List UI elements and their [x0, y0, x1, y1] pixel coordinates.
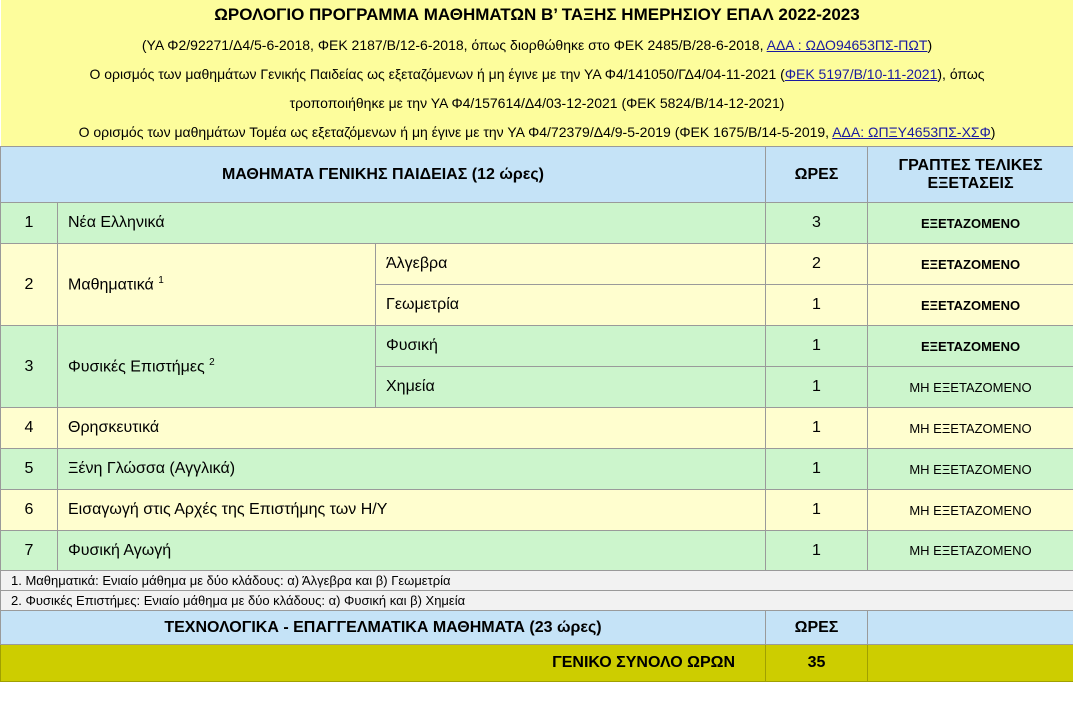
page-title: ΩΡΟΛΟΓΙΟ ΠΡΟΓΡΑΜΜΑ ΜΑΘΗΜΑΤΩΝ Β’ ΤΑΞΗΣ ΗΜΕΡΗΣΙΟΥ ΕΠΑΛ 2022-2023 — [1, 0, 1073, 30]
exam-status: ΜΗ ΕΞΕΤΑΖΟΜΕΝΟ — [868, 449, 1073, 490]
general-heading: ΜΑΘΗΜΑΤΑ ΓΕΝΙΚΗΣ ΠΑΙΔΕΙΑΣ (12 ώρες) — [1, 147, 766, 203]
table-row — [1, 326, 1073, 367]
branch-name: Χημεία — [376, 367, 766, 408]
subject-name: Φυσική Αγωγή — [58, 531, 766, 571]
hours-value: 1 — [766, 408, 868, 449]
table-row — [1, 408, 1073, 449]
branch-name: Γεωμετρία — [376, 285, 766, 326]
header-line-3: τροποποιήθηκε με την ΥΑ Φ4/157614/Δ4/03-12-2021 (ΦΕΚ 5824/Β/14-12-2021) — [1, 88, 1073, 117]
header-line-2-text: Ο ορισμός των μαθημάτων Γενικής Παιδείας ως εξεταζόμενων ή μη έγινε με την ΥΑ Φ4/141050/ΓΔ4/04-11-2021 ( — [89, 65, 785, 82]
hours-value: 1 — [766, 449, 868, 490]
table-row — [1, 490, 1073, 531]
tech-hours-header: ΩΡΕΣ — [766, 611, 868, 645]
hours-value: 1 — [766, 367, 868, 408]
general-education-section — [1, 147, 1073, 571]
header-line-1-end: ) — [927, 36, 933, 53]
tech-empty-cell — [868, 611, 1073, 645]
exam-status: ΕΞΕΤΑΖΟΜΕΝΟ — [868, 285, 1073, 326]
exam-status: ΕΞΕΤΑΖΟΜΕΝΟ — [868, 244, 1073, 285]
total-empty-cell — [868, 645, 1073, 682]
total-label: ΓΕΝΙΚΟ ΣΥΝΟΛΟ ΩΡΩΝ — [1, 645, 766, 682]
header-line-1 — [1, 30, 1073, 59]
header-line-4 — [1, 117, 1073, 147]
subject-name: Θρησκευτικά — [58, 408, 766, 449]
total-value: 35 — [766, 645, 868, 682]
ada-link-1[interactable]: ΑΔΑ : ΩΔΟ94653ΠΣ-ΠΩΤ — [766, 36, 928, 53]
exam-status: ΕΞΕΤΑΖΟΜΕΝΟ — [868, 203, 1073, 244]
hours-header: ΩΡΕΣ — [766, 147, 868, 203]
header-line-2-end: ), όπως — [937, 65, 985, 82]
technical-heading: ΤΕΧΝΟΛΟΓΙΚΑ - ΕΠΑΓΓΕΛΜΑΤΙΚΑ ΜΑΘΗΜΑΤΑ (23 ώρες) — [1, 611, 766, 645]
table-row — [1, 531, 1073, 571]
subject-label: Μαθηματικά — [68, 276, 154, 294]
row-number: 7 — [1, 531, 58, 571]
row-number: 5 — [1, 449, 58, 490]
table-row — [1, 244, 1073, 285]
footnote-marker: 1 — [158, 274, 164, 286]
hours-value: 1 — [766, 326, 868, 367]
subject-name: Νέα Ελληνικά — [58, 203, 766, 244]
subject-name — [58, 244, 376, 326]
exams-header: ΓΡΑΠΤΕΣ ΤΕΛΙΚΕΣ ΕΞΕΤΑΣΕΙΣ — [868, 147, 1073, 203]
subject-label: Φυσικές Επιστήμες — [68, 358, 205, 376]
row-number: 2 — [1, 244, 58, 326]
exam-status: ΜΗ ΕΞΕΤΑΖΟΜΕΝΟ — [868, 367, 1073, 408]
row-number: 3 — [1, 326, 58, 408]
row-number: 6 — [1, 490, 58, 531]
exam-status: ΜΗ ΕΞΕΤΑΖΟΜΕΝΟ — [868, 408, 1073, 449]
subject-name — [58, 326, 376, 408]
table-row — [1, 203, 1073, 244]
header-line-4-text: Ο ορισμός των μαθημάτων Τομέα ως εξεταζόμενων ή μη έγινε με την ΥΑ Φ4/72379/Δ4/9-5-2019 (ΦΕΚ 1675/Β/14-5-2019, — [78, 123, 830, 140]
ada-link-2[interactable]: ΑΔΑ: ΩΠΞΥ4653ΠΣ-ΧΣΦ — [832, 123, 991, 140]
header-line-1-text: (ΥΑ Φ2/92271/Δ4/5-6-2018, ΦΕΚ 2187/Β/12-6-2018, όπως διορθώθηκε στο ΦΕΚ 2485/Β/28-6-2018, — [141, 36, 764, 53]
row-number: 1 — [1, 203, 58, 244]
document-header — [1, 0, 1073, 147]
branch-name: Φυσική — [376, 326, 766, 367]
table-row — [1, 449, 1073, 490]
hours-value: 3 — [766, 203, 868, 244]
hours-value: 1 — [766, 490, 868, 531]
row-number: 4 — [1, 408, 58, 449]
subject-name: Ξένη Γλώσσα (Αγγλικά) — [58, 449, 766, 490]
footnotes — [1, 571, 1073, 611]
exam-status: ΜΗ ΕΞΕΤΑΖΟΜΕΝΟ — [868, 531, 1073, 571]
subject-name: Εισαγωγή στις Αρχές της Επιστήμης των Η/Υ — [58, 490, 766, 531]
footnote-marker: 2 — [209, 356, 215, 368]
hours-value: 1 — [766, 285, 868, 326]
hours-value: 2 — [766, 244, 868, 285]
fek-link[interactable]: ΦΕΚ 5197/Β/10-11-2021 — [784, 65, 938, 82]
branch-name: Άλγεβρα — [376, 244, 766, 285]
technical-section — [1, 611, 1073, 682]
exam-status: ΜΗ ΕΞΕΤΑΖΟΜΕΝΟ — [868, 490, 1073, 531]
hours-value: 1 — [766, 531, 868, 571]
header-line-2 — [1, 59, 1073, 88]
header-line-4-end: ) — [990, 123, 996, 140]
footnote-2: 2. Φυσικές Επιστήμες: Ενιαίο μάθημα με δύο κλάδους: α) Φυσική και β) Χημεία — [1, 591, 1073, 611]
footnote-1: 1. Μαθηματικά: Ενιαίο μάθημα με δύο κλάδους: α) Άλγεβρα και β) Γεωμετρία — [1, 571, 1073, 591]
exam-status: ΕΞΕΤΑΖΟΜΕΝΟ — [868, 326, 1073, 367]
